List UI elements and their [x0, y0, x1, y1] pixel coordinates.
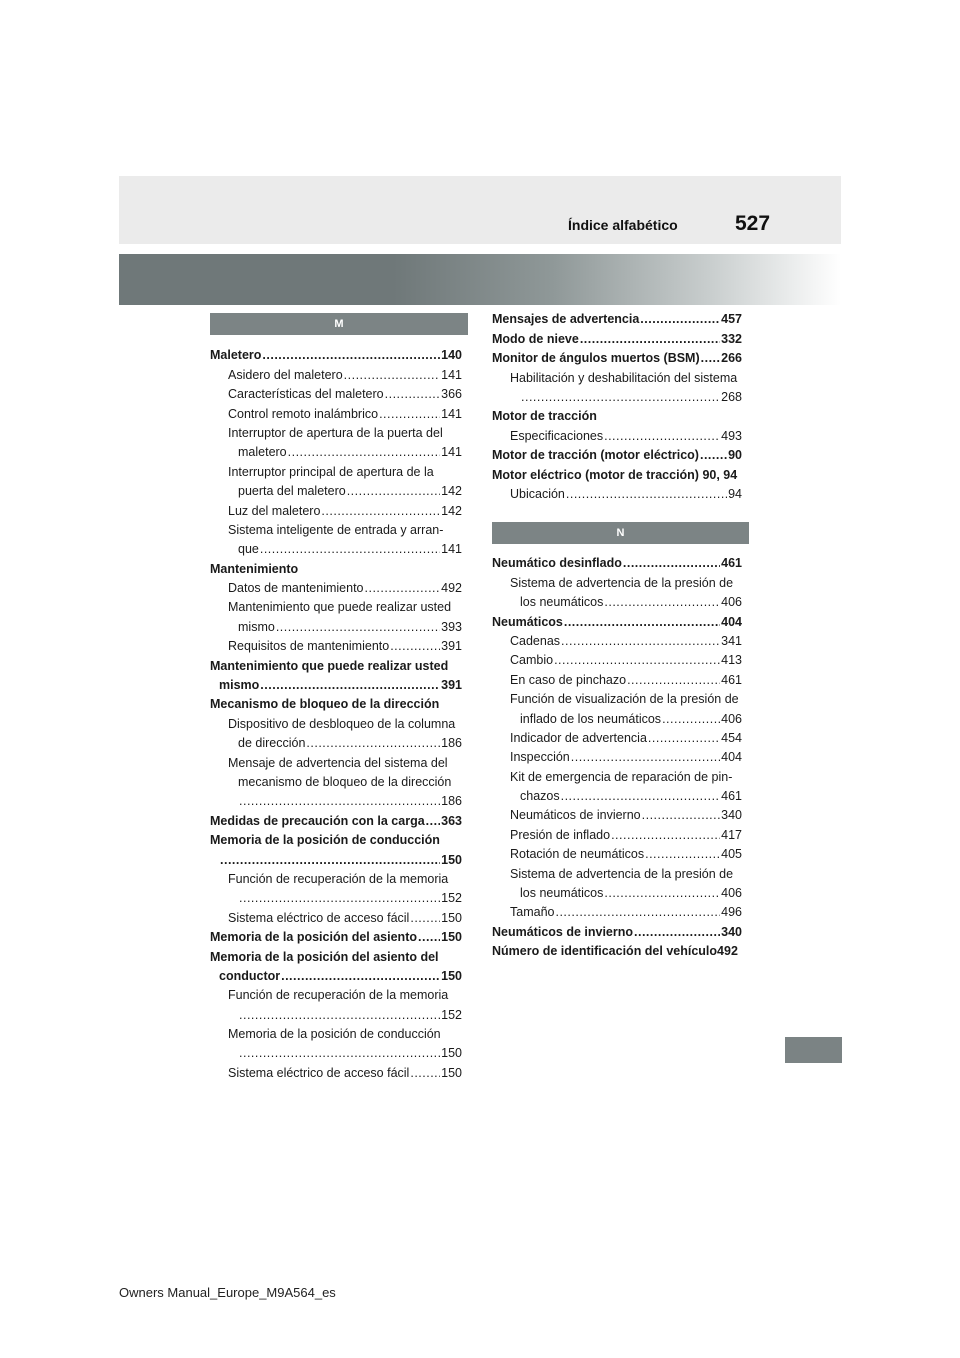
- dot-leader: [347, 484, 440, 499]
- index-entry-page: 332: [721, 331, 742, 346]
- index-entry: [492, 785, 742, 804]
- section-title: Índice alfabético: [568, 217, 678, 233]
- index-entry-text: Especificaciones: [510, 428, 604, 443]
- index-entry-page: 90: [728, 448, 742, 463]
- index-entry-page: 405: [721, 847, 742, 862]
- index-entry-page: 406: [721, 711, 742, 726]
- index-entry-page: 268: [721, 389, 742, 404]
- index-entry-page: 454: [721, 730, 742, 745]
- index-entry: [492, 405, 742, 424]
- index-entry: [210, 732, 462, 751]
- dot-leader: [239, 891, 440, 906]
- index-entry: [492, 707, 742, 726]
- index-entry: [492, 920, 742, 939]
- index-entry-text: Maletero: [210, 348, 262, 363]
- dot-leader: [239, 794, 440, 809]
- dot-leader: [281, 969, 440, 984]
- index-entry-page: 186: [441, 736, 462, 751]
- index-entry: [210, 1042, 462, 1061]
- index-entry-text: Cambio: [510, 653, 554, 668]
- index-entry-text: Dispositivo de desbloqueo de la columna: [228, 716, 456, 731]
- dot-leader: [521, 390, 720, 405]
- index-entry-text: Memoria de la posición de conducción: [228, 1027, 441, 1042]
- index-entry-text: Memoria de la posición del asiento del: [210, 949, 439, 964]
- dot-leader: [564, 615, 720, 630]
- index-entry: [210, 577, 462, 596]
- index-entry: [210, 945, 462, 964]
- index-entry-page: 366: [441, 387, 462, 402]
- index-entry: [210, 965, 462, 984]
- index-entry: [210, 557, 462, 576]
- index-entry: [492, 571, 742, 590]
- index-entry-text: Requisitos de mantenimiento: [228, 639, 390, 654]
- index-entry: [492, 424, 742, 443]
- dot-leader: [262, 348, 440, 363]
- index-entry-text: mismo: [238, 619, 275, 634]
- dot-leader: [418, 930, 440, 945]
- index-entry: [492, 765, 742, 784]
- index-entry-text: Interruptor de apertura de la puerta del: [228, 425, 443, 440]
- index-entry-page: 186: [441, 794, 462, 809]
- dot-leader: [700, 448, 727, 463]
- index-entry-page: 142: [441, 484, 462, 499]
- index-entry: [210, 1003, 462, 1022]
- index-entry-page: 461: [721, 556, 742, 571]
- dot-leader: [571, 750, 720, 765]
- index-entry: [210, 712, 462, 731]
- dot-leader: [239, 1046, 440, 1061]
- dot-leader: [365, 581, 441, 596]
- dot-leader: [640, 312, 720, 327]
- index-entry-text: Motor de tracción (motor eléctrico): [492, 448, 699, 463]
- index-entry-text: Función de visualización de la presión de: [510, 692, 739, 707]
- index-entry: [492, 882, 742, 901]
- index-entry-page: 150: [441, 930, 462, 945]
- dot-leader: [306, 736, 440, 751]
- index-entry-text: Presión de inflado: [510, 827, 611, 842]
- index-entry-page: 391: [441, 678, 462, 693]
- dot-leader: [642, 808, 721, 823]
- index-entry-page: 493: [721, 428, 742, 443]
- index-entry: [492, 347, 742, 366]
- index-entry-text: Control remoto inalámbrico: [228, 406, 379, 421]
- index-entry-text: Neumáticos de invierno: [492, 924, 634, 939]
- index-entry-text: chazos: [520, 789, 560, 804]
- index-entry-page: 341: [721, 633, 742, 648]
- dot-leader: [260, 678, 440, 693]
- dot-leader: [566, 487, 727, 502]
- index-entry: [492, 630, 742, 649]
- index-entry-page: 150: [441, 1065, 462, 1080]
- index-entry-page: 150: [441, 968, 462, 983]
- index-entry-text: puerta del maletero: [238, 484, 346, 499]
- index-entry-text: los neumáticos: [520, 595, 604, 610]
- dot-leader: [645, 847, 720, 862]
- index-entry-text: Neumáticos de invierno: [510, 808, 641, 823]
- index-entry-text: Monitor de ángulos muertos (BSM): [492, 351, 700, 366]
- letter-header-n: N: [492, 522, 749, 544]
- index-entry-text: Motor de tracción: [492, 409, 597, 424]
- index-entry: [210, 693, 462, 712]
- dot-leader: [604, 595, 720, 610]
- index-entry: [492, 823, 742, 842]
- dot-leader: [604, 886, 720, 901]
- index-entry: [492, 940, 742, 959]
- index-entry-page: 461: [721, 672, 742, 687]
- index-entry: [492, 668, 742, 687]
- dot-leader: [385, 387, 441, 402]
- index-entry-text: Mensajes de advertencia: [492, 312, 640, 327]
- index-entry: [210, 519, 462, 538]
- index-entry-page: 141: [441, 406, 462, 421]
- index-entry-text: inflado de los neumáticos: [520, 711, 662, 726]
- index-entry: [210, 926, 462, 945]
- index-entry-text: Mantenimiento que puede realizar usted: [228, 600, 452, 615]
- dot-leader: [288, 445, 441, 460]
- dot-leader: [604, 429, 720, 444]
- index-entry: [210, 809, 462, 828]
- index-entry-page: 141: [441, 367, 462, 382]
- index-entry-page: 142: [441, 503, 462, 518]
- index-entry-text: Función de recuperación de la memoria: [228, 988, 449, 1003]
- index-entry: [492, 843, 742, 862]
- index-entry-page: 152: [441, 1007, 462, 1022]
- index-entry: [210, 887, 462, 906]
- dot-leader: [390, 639, 440, 654]
- index-entry-page: 150: [441, 1046, 462, 1061]
- index-entry-text: Luz del maletero: [228, 503, 321, 518]
- dot-leader: [321, 504, 440, 519]
- index-entry-page: 140: [441, 348, 462, 363]
- letter-header-m: M: [210, 313, 468, 335]
- index-entry-text: En caso de pinchazo: [510, 672, 627, 687]
- header-band: [119, 176, 841, 244]
- index-entry-text: Indicador de advertencia: [510, 730, 647, 745]
- dot-leader: [701, 351, 721, 366]
- index-entry: [210, 674, 462, 693]
- index-entry-page: 141: [441, 542, 462, 557]
- index-entry: [492, 862, 742, 881]
- index-entry: [210, 771, 462, 790]
- page-number: 527: [735, 212, 771, 235]
- index-entry: [210, 383, 462, 402]
- index-entry: [210, 848, 462, 867]
- dot-leader: [379, 407, 440, 422]
- index-entry-page: 417: [721, 827, 742, 842]
- index-entry: [492, 649, 742, 668]
- dot-leader: [580, 332, 720, 347]
- index-entry: [210, 751, 462, 770]
- index-entry-text: Inspección: [510, 750, 570, 765]
- index-entry-text: Sistema inteligente de entrada y arran-: [228, 522, 444, 537]
- dot-leader: [634, 925, 720, 940]
- index-entry-text: maletero: [238, 445, 287, 460]
- index-entry-text: mismo: [219, 678, 260, 693]
- dot-leader: [554, 653, 720, 668]
- index-entry-text: Habilitación y deshabilitación del sistema: [510, 370, 738, 385]
- index-entry: [492, 366, 742, 385]
- index-entry-text: que: [238, 542, 259, 557]
- index-entry-page: 406: [721, 886, 742, 901]
- index-entry: [210, 635, 462, 654]
- index-entry-text: mecanismo de bloqueo de la dirección: [238, 774, 452, 789]
- index-entry-text: Interruptor principal de apertura de la: [228, 464, 434, 479]
- index-entry: [492, 327, 742, 346]
- index-entry: [492, 483, 742, 502]
- index-entry-page: 461: [721, 789, 742, 804]
- index-entry-page: 363: [441, 813, 462, 828]
- index-entry-page: 404: [721, 614, 742, 629]
- index-entry-text: Mantenimiento que puede realizar usted: [210, 658, 449, 673]
- index-entry-page: 141: [441, 445, 462, 460]
- index-entry-text: Medidas de precaución con la carga: [210, 813, 425, 828]
- chapter-side-tab: [785, 1037, 842, 1063]
- dot-leader: [555, 905, 720, 920]
- index-entry-text: Ubicación: [510, 486, 565, 501]
- index-entry-text: Número de identificación del vehículo492: [492, 944, 738, 959]
- index-entry-text: Mantenimiento: [210, 561, 299, 576]
- index-entry: [210, 363, 462, 382]
- index-entry: [210, 344, 462, 363]
- index-entry-page: 340: [721, 924, 742, 939]
- dot-leader: [410, 1066, 440, 1081]
- index-entry-text: de dirección: [238, 736, 306, 751]
- index-entry-text: Sistema eléctrico de acceso fácil: [228, 1065, 410, 1080]
- dot-leader: [627, 673, 720, 688]
- index-entry-page: 404: [721, 750, 742, 765]
- dot-leader: [648, 731, 720, 746]
- index-entry-page: 413: [721, 653, 742, 668]
- index-entry-page: 391: [441, 639, 462, 654]
- index-entry: [210, 441, 462, 460]
- index-entry-page: 150: [441, 910, 462, 925]
- index-entry: [492, 688, 742, 707]
- index-entry-page: 406: [721, 595, 742, 610]
- dot-leader: [426, 814, 440, 829]
- index-entry-text: Motor eléctrico (motor de tracción) 90, 94: [492, 467, 738, 482]
- index-entry-text: Memoria de la posición del asiento: [210, 930, 417, 945]
- dot-leader: [260, 542, 440, 557]
- index-entry-page: 340: [721, 808, 742, 823]
- index-column-left: [210, 344, 462, 1081]
- index-entry-text: Datos de mantenimiento: [228, 581, 364, 596]
- dot-leader: [623, 556, 720, 571]
- dot-leader: [239, 1008, 440, 1023]
- index-entry-text: Neumático desinflado: [492, 556, 622, 571]
- index-entry: [210, 615, 462, 634]
- index-entry-text: conductor: [219, 968, 281, 983]
- index-entry: [210, 790, 462, 809]
- index-entry: [210, 538, 462, 557]
- footer-manual-id: Owners Manual_Europe_M9A564_es: [119, 1285, 336, 1300]
- dot-leader: [276, 620, 440, 635]
- index-entry: [492, 386, 742, 405]
- index-entry: [492, 444, 742, 463]
- index-entry: [210, 906, 462, 925]
- index-entry-text: Sistema eléctrico de acceso fácil: [228, 910, 410, 925]
- index-entry: [492, 591, 742, 610]
- index-entry: [492, 610, 742, 629]
- index-entry: [492, 727, 742, 746]
- index-entry: [210, 422, 462, 441]
- index-entry: [492, 746, 742, 765]
- index-entry: [210, 984, 462, 1003]
- index-entry-page: 492: [441, 581, 462, 596]
- index-entry: [210, 654, 462, 673]
- index-entry: [210, 829, 462, 848]
- index-column-right-bottom: [492, 552, 742, 959]
- index-entry: [210, 868, 462, 887]
- index-entry-text: los neumáticos: [520, 886, 604, 901]
- index-entry-text: Neumáticos: [492, 614, 563, 629]
- index-entry-text: Kit de emergencia de reparación de pin-: [510, 769, 733, 784]
- dot-leader: [410, 911, 440, 926]
- index-entry: [492, 901, 742, 920]
- index-entry: [210, 402, 462, 421]
- index-entry-text: Cadenas: [510, 633, 561, 648]
- index-entry: [210, 460, 462, 479]
- index-entry-text: Mecanismo de bloqueo de la dirección: [210, 697, 440, 712]
- index-entry-page: 94: [728, 486, 742, 501]
- index-entry-text: Asidero del maletero: [228, 367, 343, 382]
- index-entry: [492, 463, 742, 482]
- dot-leader: [220, 853, 440, 868]
- index-entry: [210, 1023, 462, 1042]
- index-entry-page: 150: [441, 852, 462, 867]
- index-entry: [210, 596, 462, 615]
- index-entry: [210, 480, 462, 499]
- dot-leader: [662, 712, 720, 727]
- index-entry-page: 152: [441, 891, 462, 906]
- decorative-gradient-band: [119, 254, 841, 305]
- index-entry-text: Memoria de la posición de conducción: [210, 833, 440, 848]
- index-entry-text: Características del maletero: [228, 387, 384, 402]
- dot-leader: [344, 368, 440, 383]
- index-entry-text: Tamaño: [510, 905, 555, 920]
- index-entry-page: 393: [441, 619, 462, 634]
- index-entry-text: Sistema de advertencia de la presión de: [510, 575, 734, 590]
- index-entry: [210, 1061, 462, 1080]
- index-entry: [492, 552, 742, 571]
- index-entry-text: Mensaje de advertencia del sistema del: [228, 755, 448, 770]
- index-entry-page: 457: [721, 312, 742, 327]
- dot-leader: [611, 828, 720, 843]
- dot-leader: [561, 789, 721, 804]
- index-entry: [210, 499, 462, 518]
- index-entry: [492, 804, 742, 823]
- index-entry: [492, 308, 742, 327]
- index-entry-text: Modo de nieve: [492, 331, 579, 346]
- index-entry-text: Sistema de advertencia de la presión de: [510, 866, 734, 881]
- index-column-right-top: [492, 308, 742, 502]
- index-entry-page: 496: [721, 905, 742, 920]
- index-entry-text: Función de recuperación de la memoria: [228, 871, 449, 886]
- index-entry-page: 266: [721, 351, 742, 366]
- index-entry-text: Rotación de neumáticos: [510, 847, 645, 862]
- dot-leader: [561, 634, 720, 649]
